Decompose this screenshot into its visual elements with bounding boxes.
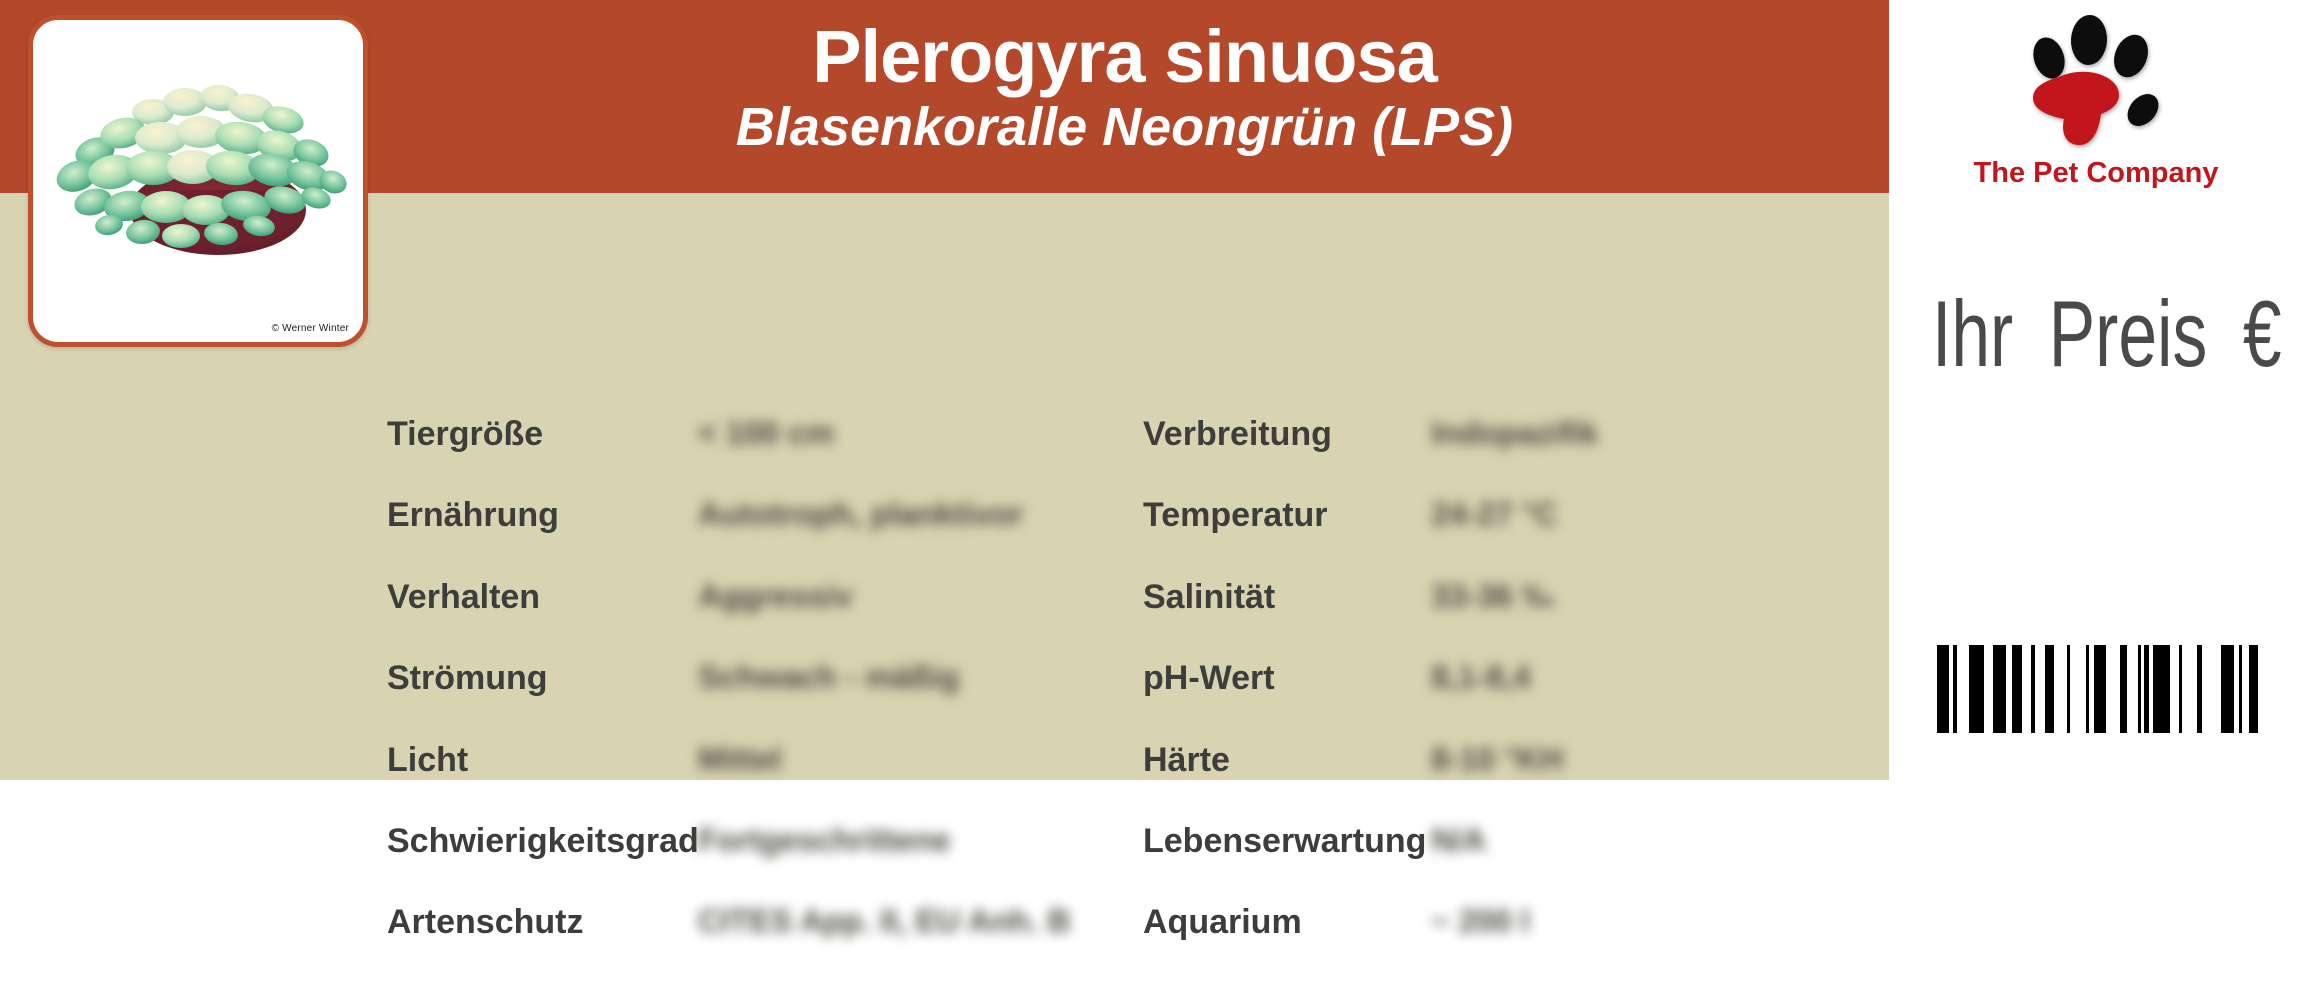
spec-value-blurred: CITES App. II, EU Anh. B — [698, 903, 1071, 940]
barcode — [1937, 645, 2258, 733]
barcode-bar — [1969, 645, 1984, 733]
spec-row-left-1 — [387, 496, 1107, 577]
barcode-bar — [2012, 645, 2022, 733]
spec-value-blurred: Aggressiv — [698, 577, 853, 614]
spec-label: Verhalten — [387, 577, 541, 616]
spec-value-blurred: ~ 200 l — [1431, 903, 1530, 940]
barcode-gap — [2070, 645, 2086, 733]
spec-row-right-3 — [1143, 659, 1863, 740]
spec-label: Licht — [387, 740, 469, 779]
spec-label: Ernährung — [387, 496, 559, 535]
barcode-bar — [2249, 645, 2258, 733]
spec-value-blurred: 24-27 °C — [1431, 496, 1558, 533]
spec-label: pH-Wert — [1143, 659, 1275, 698]
brand-logo — [1889, 8, 2303, 158]
price-label: Ihr Preis € — [1932, 281, 2282, 386]
spec-row-right-2 — [1143, 578, 1863, 659]
barcode-bar — [2120, 645, 2127, 733]
spec-row-left-2 — [387, 578, 1107, 659]
barcode-gap — [2106, 645, 2120, 733]
spec-column-right — [1143, 415, 1863, 985]
spec-column-left — [387, 415, 1107, 985]
species-photo-frame — [28, 15, 368, 347]
spec-label: Verbreitung — [1143, 415, 1332, 453]
species-common-name: Blasenkoralle Neongrün (LPS) — [735, 97, 1514, 157]
spec-row-right-0 — [1143, 415, 1863, 496]
barcode-bar — [2094, 645, 2106, 733]
barcode-gap — [2022, 645, 2031, 733]
spec-row-left-0 — [387, 415, 1107, 496]
spec-row-left-4 — [387, 741, 1107, 822]
spec-value-blurred: Mittel — [698, 740, 782, 777]
barcode-gap — [1984, 645, 1993, 733]
barcode-bar — [1993, 645, 2006, 733]
spec-row-left-3 — [387, 659, 1107, 740]
brand-name: The Pet Company — [1973, 157, 2219, 189]
paw-print-icon — [2021, 8, 2171, 153]
barcode-gap — [2054, 645, 2067, 733]
spec-value-blurred: 33-36 ‰ — [1431, 577, 1554, 614]
spec-value-blurred: Schwach - mäßig — [698, 659, 960, 696]
header-text — [360, 0, 1889, 193]
spec-label: Härte — [1143, 740, 1230, 779]
spec-value-blurred: 8-10 °KH — [1431, 740, 1563, 777]
photo-credit: © Werner Winter — [271, 323, 349, 334]
barcode-gap — [2170, 645, 2179, 733]
spec-label: Temperatur — [1143, 496, 1328, 535]
spec-value-blurred: Autotroph, planktivor — [698, 496, 1024, 533]
barcode-bar — [1937, 645, 1949, 733]
species-latin-name: Plerogyra sinuosa — [812, 15, 1437, 98]
spec-label: Strömung — [387, 659, 548, 698]
spec-label: Aquarium — [1143, 903, 1302, 942]
spec-value-blurred: Fortgeschrittene — [698, 821, 951, 858]
barcode-gap — [2242, 645, 2249, 733]
spec-row-left-5 — [387, 822, 1107, 903]
barcode-gap — [2035, 645, 2045, 733]
spec-row-right-6 — [1143, 903, 1863, 984]
spec-value-blurred: Indopazifik — [1431, 415, 1599, 451]
spec-label: Lebenserwartung — [1143, 821, 1427, 860]
spec-label: Artenschutz — [387, 903, 584, 942]
spec-label: Schwierigkeitsgrad — [387, 821, 699, 860]
spec-row-right-5 — [1143, 822, 1863, 903]
barcode-gap — [2202, 645, 2221, 733]
spec-row-right-4 — [1143, 741, 1863, 822]
barcode-bar — [2045, 645, 2054, 733]
spec-row-right-1 — [1143, 496, 1863, 577]
barcode-bar — [2153, 645, 2170, 733]
spec-value-blurred: N/A — [1431, 821, 1487, 858]
spec-value-blurred: 8,1-8,4 — [1431, 659, 1531, 696]
spec-label: Tiergröße — [387, 415, 544, 453]
spec-value-blurred: < 100 cm — [698, 415, 835, 451]
barcode-bar — [2221, 645, 2234, 733]
barcode-gap — [1957, 645, 1969, 733]
barcode-gap — [2182, 645, 2197, 733]
spec-label: Salinität — [1143, 577, 1276, 616]
spec-row-left-6 — [387, 903, 1107, 984]
bubble-coral-photo — [33, 20, 353, 332]
barcode-gap — [2127, 645, 2138, 733]
